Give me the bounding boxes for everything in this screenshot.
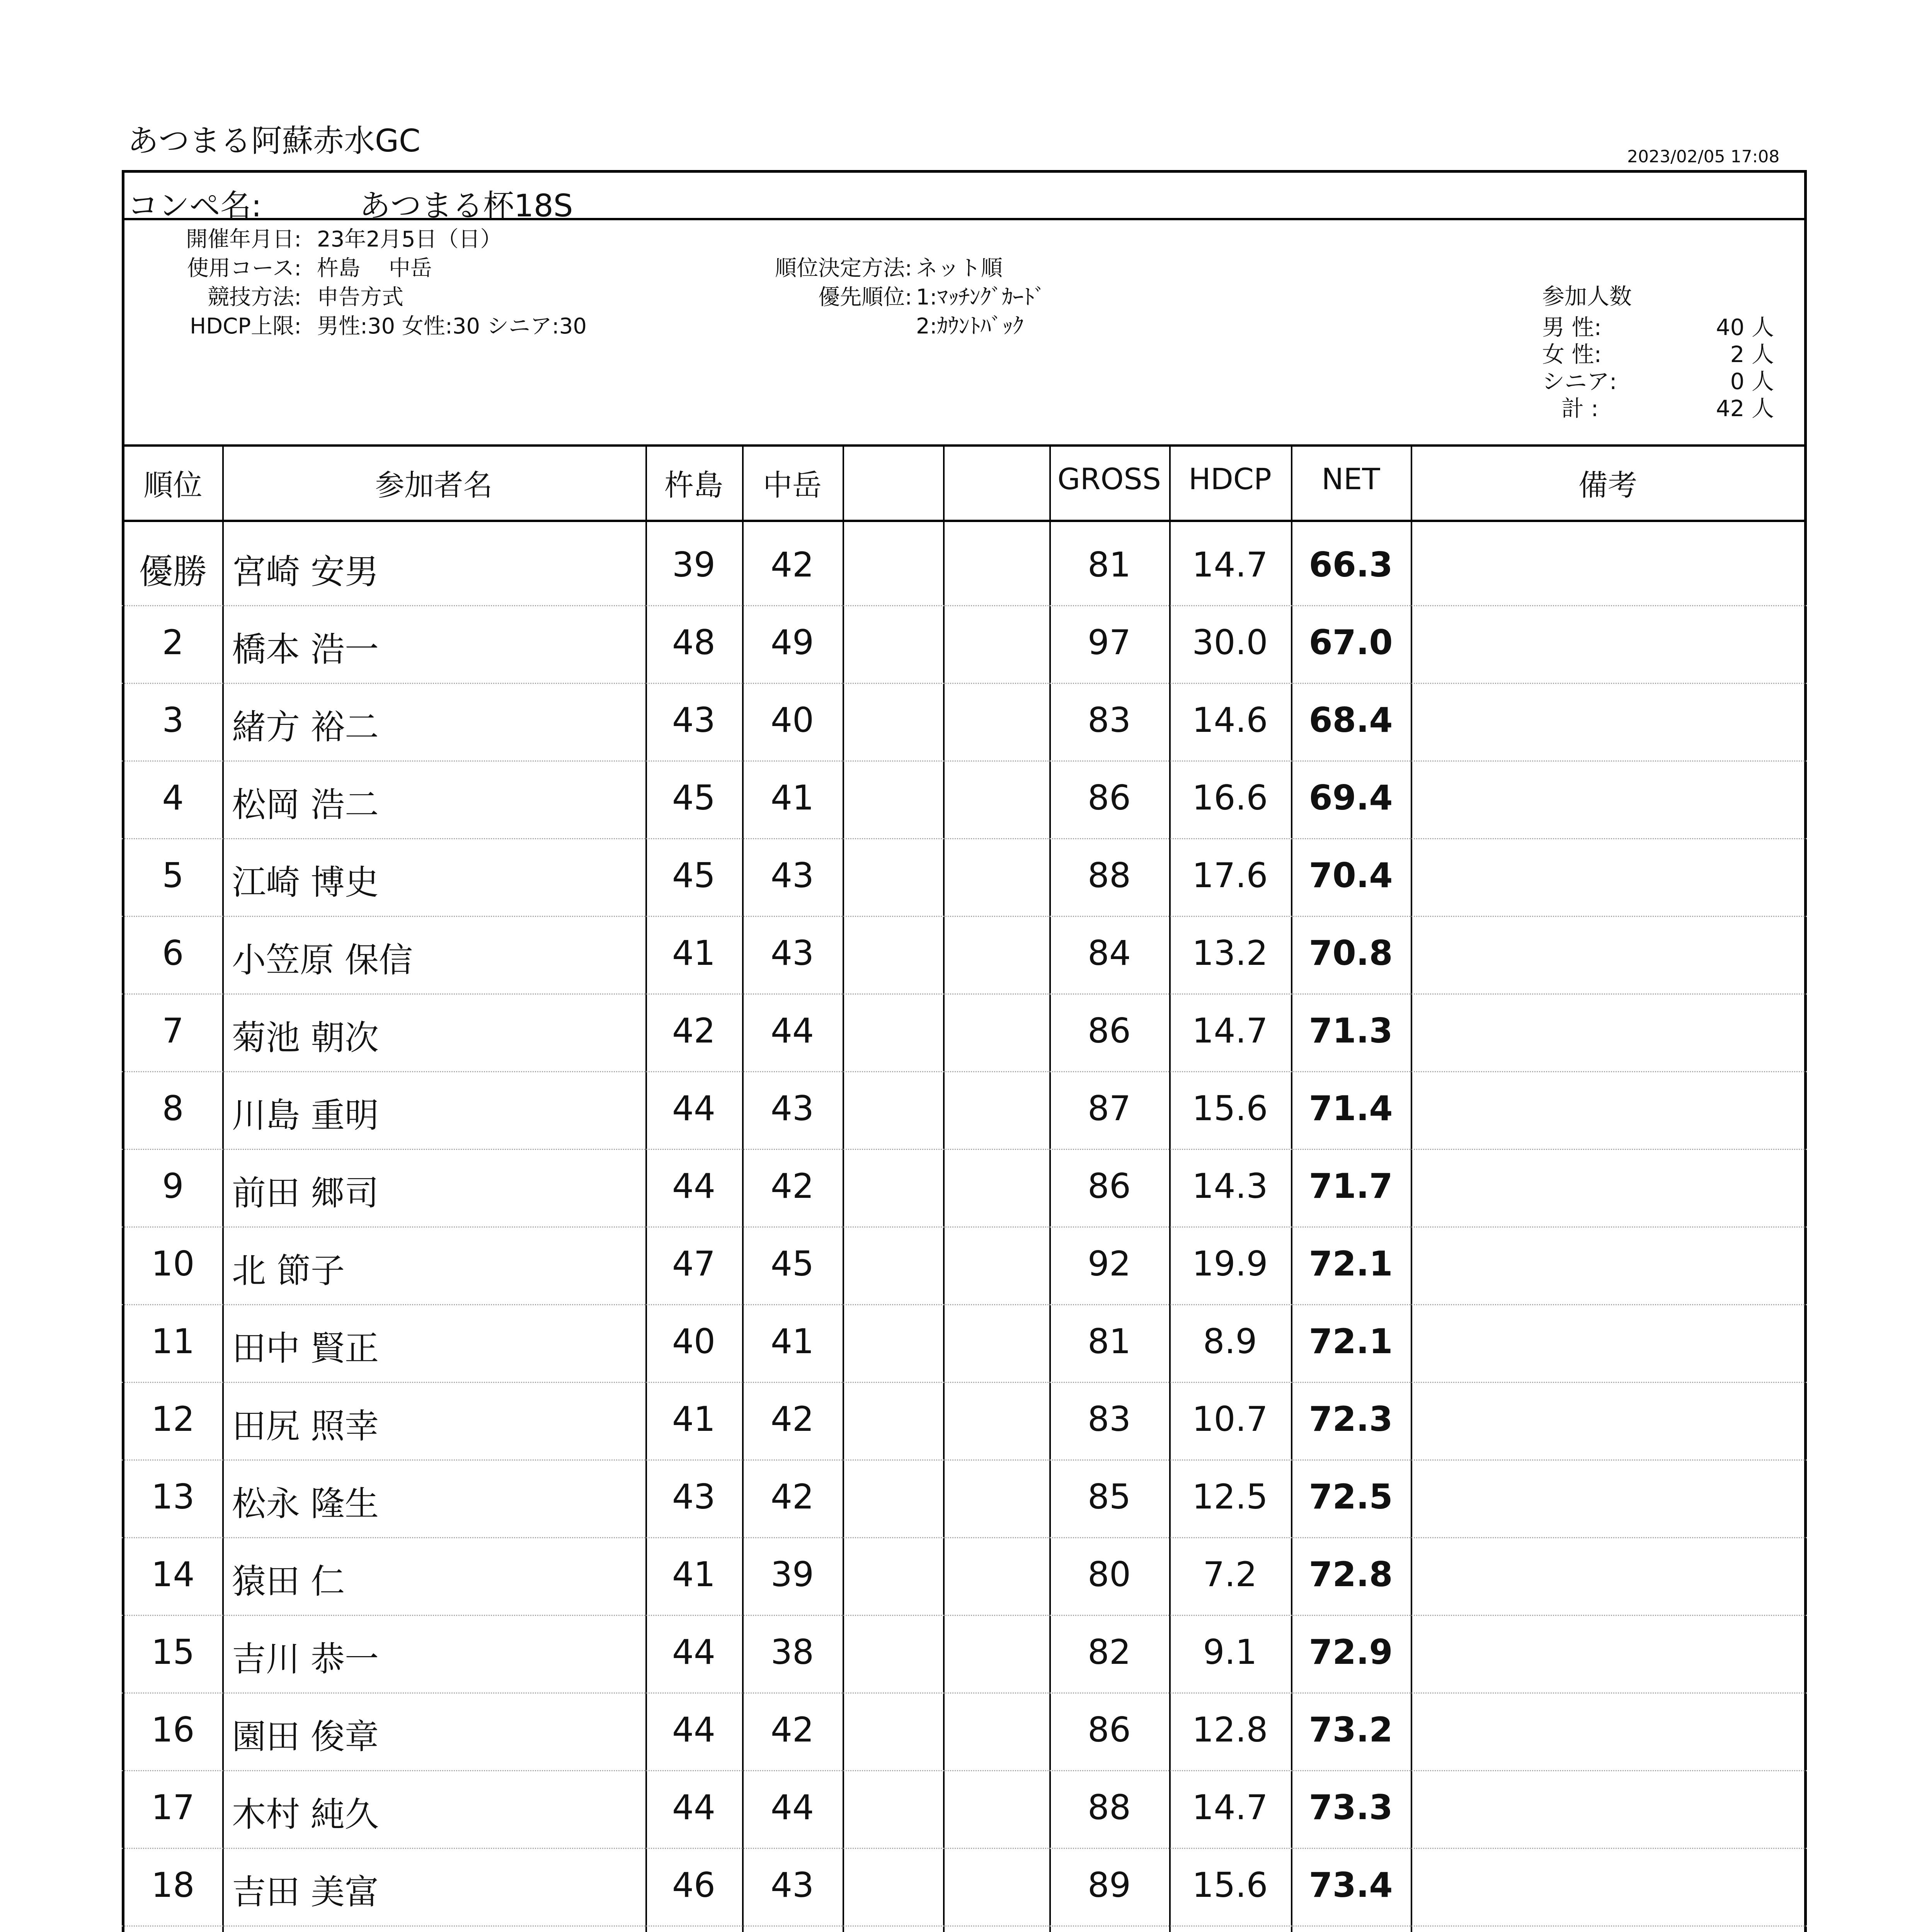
male-count-label: 男 性: [1542,314,1602,340]
row-divider [122,1615,1807,1616]
cell-hdcp: 12.5 [1192,1477,1268,1517]
row-divider [122,1925,1807,1927]
cell-name: 木村 純久 [232,1794,379,1834]
male-count-value: 40 人 [1716,314,1774,340]
cell-c2: 44 [771,1011,814,1051]
format-value: 申告方式 [317,285,403,310]
cell-name: 園田 俊章 [232,1717,379,1757]
priority-1: 1:ﾏｯﾁﾝｸﾞｶｰﾄﾞ [916,285,1045,310]
cell-name: 小笠原 保信 [232,940,413,980]
cell-c2: 43 [771,1865,814,1905]
cell-rank: 5 [162,855,184,895]
cell-name: 吉川 恭一 [232,1639,379,1679]
header-course-1: 杵島 [664,468,723,502]
cell-c2: 42 [771,1166,814,1206]
cell-c1: 47 [672,1244,715,1284]
cell-c2: 40 [771,700,814,740]
cell-c1: 44 [672,1166,715,1206]
cell-hdcp: 14.7 [1192,545,1268,585]
cell-name: 田尻 照幸 [232,1406,379,1446]
cell-hdcp: 13.2 [1192,933,1268,973]
cell-hdcp: 17.6 [1192,855,1268,895]
header-hdcp: HDCP [1188,462,1272,496]
row-divider [122,1071,1807,1072]
cell-rank: 11 [151,1321,195,1361]
cell-name: 江崎 博史 [232,862,379,902]
cell-net: 72.8 [1309,1554,1393,1594]
hdcp-limit-value: 男性:30 女性:30 シニア:30 [317,314,587,339]
cell-name: 橋本 浩一 [232,629,379,669]
cell-net: 72.3 [1309,1399,1393,1439]
cell-gross: 86 [1088,778,1131,818]
cell-gross: 86 [1088,1011,1131,1051]
cell-net: 71.4 [1309,1088,1393,1128]
cell-name: 猿田 仁 [232,1561,345,1601]
cell-c1: 44 [672,1710,715,1750]
cell-name: 宮崎 安男 [232,552,379,592]
cell-c2: 42 [771,1399,814,1439]
cell-gross: 86 [1088,1166,1131,1206]
cell-c1: 41 [672,1399,715,1439]
cell-c1: 43 [672,1477,715,1517]
cell-c1: 39 [672,545,715,585]
cell-net: 70.8 [1309,933,1393,973]
cell-hdcp: 8.9 [1203,1321,1257,1361]
cell-c2: 43 [771,1088,814,1128]
cell-c1: 45 [672,778,715,818]
cell-net: 71.3 [1309,1011,1393,1051]
cell-rank: 3 [162,700,184,740]
cell-hdcp: 14.3 [1192,1166,1268,1206]
cell-c1: 44 [672,1632,715,1672]
ranking-method-value: ネット順 [916,256,1003,281]
cell-rank: 13 [151,1477,195,1517]
cell-gross: 97 [1088,622,1131,662]
cell-rank: 7 [162,1011,184,1051]
cell-gross: 81 [1088,545,1131,585]
cell-name: 前田 郷司 [232,1173,379,1213]
cell-c1: 44 [672,1088,715,1128]
priority-2: 2:ｶｳﾝﾄﾊﾞｯｸ [916,314,1024,339]
cell-c1: 45 [672,855,715,895]
cell-c2: 45 [771,1244,814,1284]
cell-c2: 39 [771,1554,814,1594]
cell-c1: 42 [672,1011,715,1051]
cell-c2: 49 [771,622,814,662]
hdcp-limit-label: HDCP上限: [190,314,301,339]
cell-c2: 43 [771,933,814,973]
row-divider [122,993,1807,995]
row-divider [122,1770,1807,1771]
cell-hdcp: 14.6 [1192,700,1268,740]
cell-c1: 48 [672,622,715,662]
format-label: 競技方法: [208,285,301,310]
competition-label: コンペ名: [128,188,262,224]
cell-name: 川島 重明 [232,1095,379,1135]
cell-c1: 41 [672,1554,715,1594]
female-count-value: 2 人 [1730,341,1774,367]
cell-gross: 89 [1088,1865,1131,1905]
cell-rank: 4 [162,778,184,818]
cell-rank: 15 [151,1632,195,1672]
cell-rank: 18 [151,1865,195,1905]
column-divider [1411,444,1412,1932]
cell-net: 72.5 [1309,1477,1393,1517]
cell-name: 菊池 朝次 [232,1018,379,1058]
row-divider [122,683,1807,684]
date-label: 開催年月日: [186,227,301,252]
cell-c1: 43 [672,700,715,740]
course-label: 使用コース: [187,256,301,281]
cell-hdcp: 14.7 [1192,1011,1268,1051]
row-divider [122,1226,1807,1228]
row-divider [122,1848,1807,1849]
cell-rank: 8 [162,1088,184,1128]
cell-c2: 41 [771,1321,814,1361]
cell-gross: 81 [1088,1321,1131,1361]
cell-c2: 42 [771,1477,814,1517]
column-divider [943,444,945,1932]
row-divider [122,1537,1807,1538]
cell-rank: 17 [151,1787,195,1827]
cell-gross: 83 [1088,1399,1131,1439]
cell-net: 67.0 [1309,622,1393,662]
row-divider [122,1692,1807,1694]
cell-gross: 80 [1088,1554,1131,1594]
cell-gross: 87 [1088,1088,1131,1128]
cell-hdcp: 30.0 [1192,622,1268,662]
row-divider [122,1149,1807,1150]
total-count-value: 42 人 [1716,395,1774,422]
cell-c1: 41 [672,933,715,973]
cell-gross: 85 [1088,1477,1131,1517]
senior-count-label: シニア: [1542,368,1617,395]
cell-gross: 84 [1088,933,1131,973]
cell-gross: 92 [1088,1244,1131,1284]
cell-c2: 38 [771,1632,814,1672]
senior-count-value: 0 人 [1730,368,1774,395]
cell-rank: 16 [151,1710,195,1750]
row-divider [122,1459,1807,1461]
cell-c1: 44 [672,1787,715,1827]
cell-c2: 42 [771,545,814,585]
cell-hdcp: 15.6 [1192,1865,1268,1905]
cell-net: 72.1 [1309,1244,1393,1284]
cell-c1: 40 [672,1321,715,1361]
cell-net: 71.7 [1309,1166,1393,1206]
column-divider [843,444,844,1932]
cell-rank: 10 [151,1244,195,1284]
cell-hdcp: 15.6 [1192,1088,1268,1128]
header-notes: 備考 [1578,468,1637,502]
row-divider [122,1382,1807,1383]
cell-hdcp: 14.7 [1192,1787,1268,1827]
table-top-line [122,444,1807,447]
cell-net: 72.9 [1309,1632,1393,1672]
cell-rank: 6 [162,933,184,973]
header-net: NET [1321,462,1380,496]
cell-rank: 14 [151,1554,195,1594]
cell-net: 69.4 [1309,778,1393,818]
row-divider [122,1304,1807,1305]
cell-net: 68.4 [1309,700,1393,740]
header-name: 参加者名 [375,468,493,502]
cell-rank: 12 [151,1399,195,1439]
cell-gross: 83 [1088,700,1131,740]
cell-gross: 88 [1088,1787,1131,1827]
cell-name: 田中 賢正 [232,1328,379,1368]
cell-c2: 42 [771,1710,814,1750]
cell-rank: 9 [162,1166,184,1206]
cell-name: 北 節子 [232,1251,345,1291]
cell-hdcp: 9.1 [1203,1632,1257,1672]
course-value: 杵島 中岳 [317,256,432,281]
priority-label: 優先順位: [818,285,912,310]
cell-name: 松岡 浩二 [232,785,379,825]
cell-c2: 43 [771,855,814,895]
cell-hdcp: 10.7 [1192,1399,1268,1439]
cell-c2: 41 [771,778,814,818]
cell-c1: 46 [672,1865,715,1905]
date-value: 23年2月5日（日） [317,227,502,252]
participants-title: 参加人数 [1542,283,1632,310]
total-count-label: 計 : [1561,395,1599,422]
row-divider [122,760,1807,762]
header-bottom-line [122,520,1807,522]
cell-hdcp: 16.6 [1192,778,1268,818]
cell-net: 66.3 [1309,545,1393,585]
cell-gross: 82 [1088,1632,1131,1672]
competition-name: あつまる杯18S [359,188,573,224]
cell-net: 73.2 [1309,1710,1393,1750]
header-course-2: 中岳 [763,468,822,502]
cell-hdcp: 12.8 [1192,1710,1268,1750]
cell-rank: 2 [162,622,184,662]
cell-name: 松永 隆生 [232,1484,379,1524]
cell-net: 70.4 [1309,855,1393,895]
cell-hdcp: 19.9 [1192,1244,1268,1284]
cell-name: 緒方 裕二 [232,707,379,747]
ranking-method-label: 順位決定方法: [775,256,912,281]
cell-rank: 優勝 [139,552,207,592]
cell-net: 73.3 [1309,1787,1393,1827]
cell-name: 吉田 美富 [232,1872,379,1912]
cell-gross: 88 [1088,855,1131,895]
row-divider [122,605,1807,606]
female-count-label: 女 性: [1542,341,1602,367]
cell-net: 72.1 [1309,1321,1393,1361]
cell-hdcp: 7.2 [1203,1554,1257,1594]
cell-c2: 44 [771,1787,814,1827]
cell-gross: 86 [1088,1710,1131,1750]
row-divider [122,838,1807,839]
header-gross: GROSS [1057,462,1161,496]
header-rank: 順位 [143,468,203,502]
cell-net: 73.4 [1309,1865,1393,1905]
row-divider [122,916,1807,917]
club-name: あつまる阿蘇赤水GC [128,123,421,159]
print-datetime: 2023/02/05 17:08 [1627,147,1780,167]
column-divider [222,444,224,1932]
